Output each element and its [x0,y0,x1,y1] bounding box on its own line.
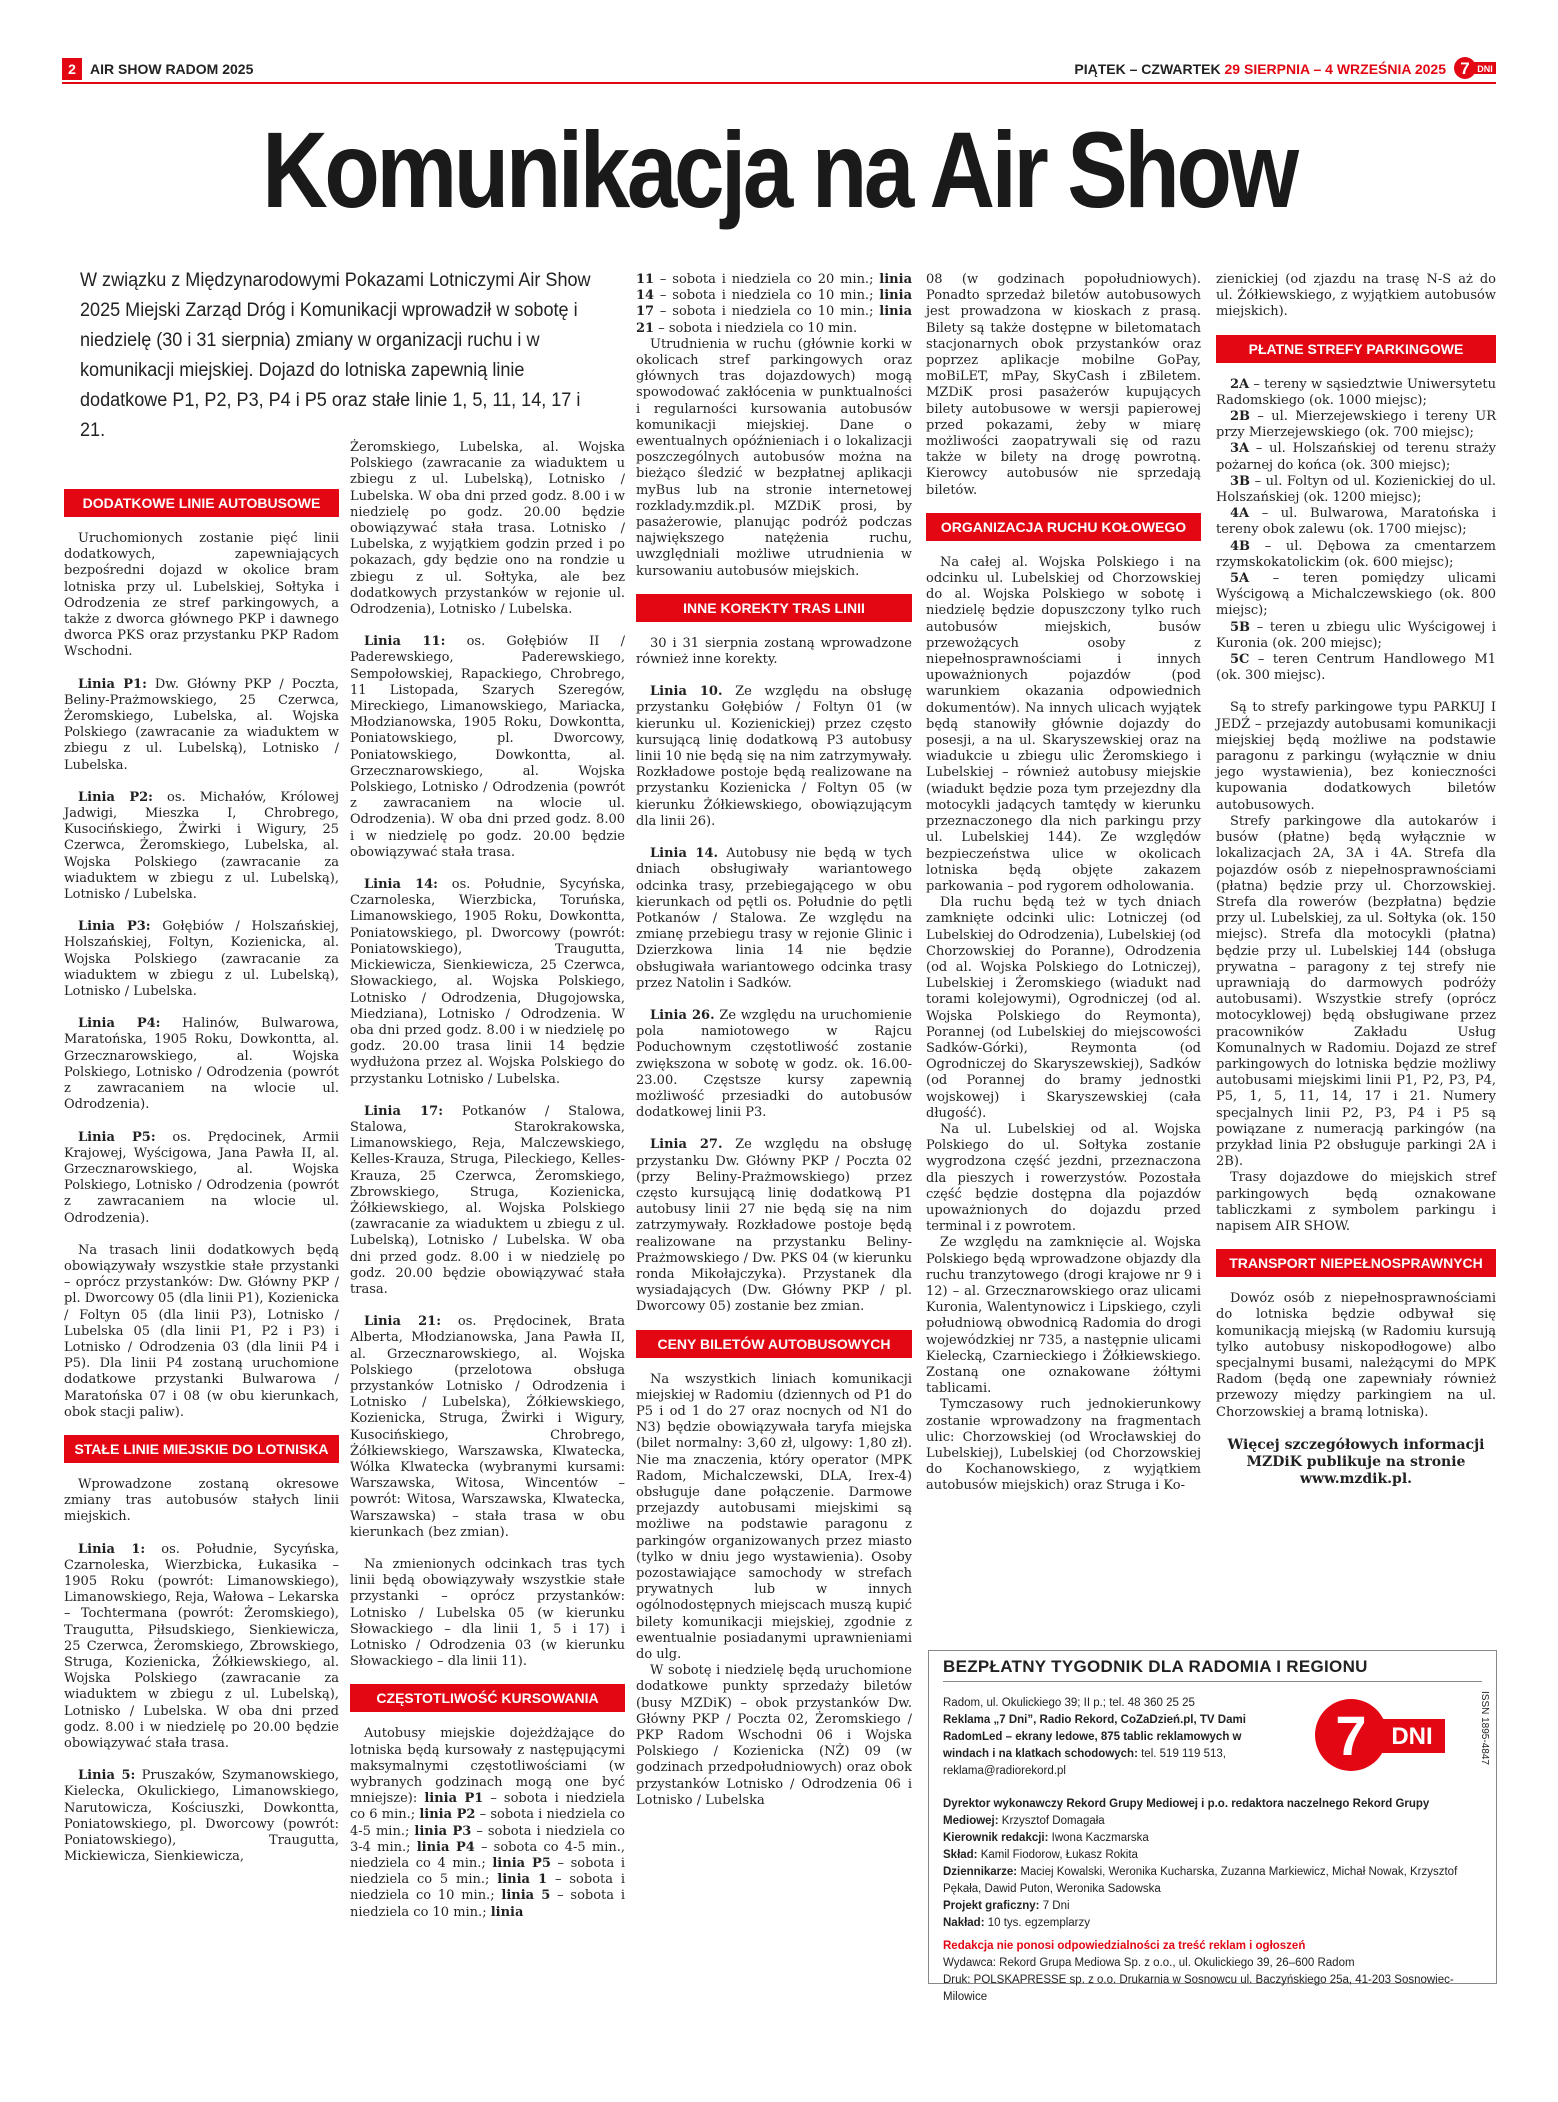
impressum-box [928,1650,1497,2003]
parking-zone-item: 5B – teren u zbiegu ulic Wyścigowej i Kuronia (ok. 200 miejsc); [1216,619,1496,651]
paragraph: Utrudnienia w ruchu (głównie korki w okolicach stref parkingowych oraz głównych tras dojazdowych) mogą spowodować zakłócenia w punktualności i regularności kursowania autobusów komunikacji miejskiej. Dane o ewentualnych opóźnieniach i o lokalizacji poszczególnych autobusów można na bieżąco śledzić w bezpłatnej aplikacji myBus lub na stronie internetowej rozklady.mzdik.pl. MZDiK prosi, by pasażerowie, planując podróż podczas największego natężenia ruchu, uwzględniali możliwe utrudnienia w kursowaniu autobusów miejskich. [636,336,912,579]
frequency-paragraph-cont: 11 – sobota i niedziela co 20 min.; linia 14 – sobota i niedziela co 10 min.; linia 17 – sobota i niedziela co 10 min.; linia 21 – sobota i niedziela co 10 min. [636,272,912,336]
svg-text:7: 7 [1460,59,1470,78]
paragraph: Uruchomionych zostanie pięć linii dodatkowych, zapewniających bezpośredni dojazd w okolice bram lotniska przy ul. Lubelskiej, Sołtyka i Odrodzenia ze stref parkingowych, a także z dworca głównego PKP i dawnego dworca PKS oraz przystanku PKP Radom Wschodni. [64,531,339,660]
paragraph: Żeromskiego, Lubelska, al. Wojska Polskiego (zawracanie za wiaduktem u zbiegu z ul. Lubelską), Lotnisko / Lubelska. W oba dni przed godz. 8.00 i w niedzielę po godz. 20.00 będzie obowiązywać stała trasa. Lotnisko / Lubelska, z wyjątkiem godzin przed i po pokazach, gdy będzie ono na rondzie u zbiegu z ul. Sołtyka, ale bez dodatkowych przystanków w rejonie ul. Odrodzenia), Lotnisko / Lubelska. [350,440,625,618]
parking-zone-item: 4B – ul. Dębowa za cmentarzem rzymskokatolickim (ok. 600 miejsc); [1216,538,1496,570]
paragraph: Dla ruchu będą też w tych dniach zamknięte odcinki ulic: Lotniczej (od Lubelskiej do Odrodzenia), Lubelskiej (od Chorzowskiej do Poranne), Odrodzenia (od al. Wojska Polskiego do Lotniczej), Lubelskiej i Żeromskiego (wiadukt nad torami kolejowymi), Ogrodniczej (od al. Wojska Polskiego do Reymonta), Porannej (od Lubelskiej do miejscowości Sadków-Górki), Reymonta (od Ogrodniczej do Skaryszewskiej), Sadków (od Porannej do bramy jednostki wojskowej) i Skaryszewskiej (cała długość). [926,895,1201,1121]
column-5 [1216,272,1496,1488]
line-p4: Linia P4: Halinów, Bulwarowa, Maratońska, 1905 Roku, Dowkontta, al. Grzecznarowskiego, al. Wojska Polskiego, Lotnisko / Odrodzenia (powrót z zawracaniem na wlocie ul. Odrodzenia). [64,1016,339,1113]
7dni-logo-icon [1311,1695,1451,1775]
svg-text:7: 7 [1335,1704,1367,1767]
column-3 [636,272,912,1809]
svg-text:DNI: DNI [1391,1723,1433,1750]
column-1 [64,475,339,1865]
parking-zone-item: 4A – ul. Bulwarowa, Maratońska i tereny obok zalewu (ok. 1700 miejsc); [1216,506,1496,538]
line-21: Linia 21: os. Prędocinek, Brata Alberta, Młodzianowska, Jana Pawła II, al. Grzecznarowskiego, al. Wojska Polskiego (przelotowa obsługa przystanków Lotnisko / Odrodzenia i Lotnisko / Lubelska), Żółkiewskiego, Kozienicka, Struga, Żwirki i Wigury, Kusocińskiego, Chrobrego, Żółkiewskiego, Warszawska, Klwatecka, Wólka Klwatecka (wybranymi kursami: Warszawska, Witosa, Wincentów – powrót: Witosa, Warszawska, Klwatecka, Warszawska) – stała trasa w obu kierunkach (bez zmian). [350,1314,626,1540]
paragraph: zienickiej (od zjazdu na trasę N-S aż do ul. Żółkiewskiego, z wyjątkiem autobusów miejskich). [1216,272,1496,320]
paragraph: Ze względu na zamknięcie al. Wojska Polskiego będą wprowadzone objazdy dla ruchu tranzytowego (drogi krajowe nr 9 i 12) – al. Grzecznarowskiego oraz ulicami Kuronia, Walentynowicz i Lipskiego, czyli południową obwodnicą Radomia do drogi wojewódzkiej nr 735, a następnie ulicami Kielecką, Czarnieckiego i Żółkiewskiego. Zostaną one oznakowane żółtymi tablicami. [926,1235,1201,1397]
issn: ISSN 1895-4847 [1479,1691,1490,1765]
line-p5: Linia P5: os. Prędocinek, Armii Krajowej, Wyścigowa, Jana Pawła II, al. Grzecznarowskiego, al. Wojska Polskiego, Lotnisko / Odrodzenia (powrót z zawracaniem na wlocie ul. Odrodzenia). [64,1129,339,1226]
parking-zones-list [1216,377,1496,685]
parking-zone-item: 3A – ul. Holszańskiej od terenu straży pożarnej do końca (ok. 300 miejsc); [1216,441,1496,473]
section-heading-ceny-biletow: CENY BILETÓW AUTOBUSOWYCH [636,1330,912,1358]
page-header [62,58,1496,84]
svg-text:DNI: DNI [1477,64,1493,74]
paragraph: Na zmienionych odcinkach tras tych linii będą obowiązywały wszystkie stałe przystanki – oprócz przystanków: Lotnisko / Lubelska 05 (w kierunku Słowackiego – dla linii 1, 5 i 17) i Lotnisko / Odrodzenia 03 (w kierunku Słowackiego – dla linii 11). [350,1557,625,1670]
page-title: Komunikacja na Air Show [262,109,1296,230]
paragraph: Na ul. Lubelskiej od al. Wojska Polskiego do ul. Sołtyka zostanie wygrodzona część jezdni, przeznaczona dla pieszych i rowerzystów. Pozostała część będzie dostępna dla pojazdów upoważnionych do dojazdu przed terminal i z powrotem. [926,1121,1201,1235]
section-heading-transport-niepelnosprawnych: TRANSPORT NIEPEŁNOSPRAWNYCH [1216,1249,1496,1277]
paragraph: Strefy parkingowe dla autokarów i busów (płatne) będą wyłącznie w lokalizacjach 2A, 3A i 4A. Strefa dla pojazdów osób z niepełnosprawnościami (płatna) będzie przy ul. Chorzowskiej. Strefa dla rowerów (bezpłatna) będzie przy ul. Lubelskiej, za ul. Sołtyka (ok. 150 miejsc). Strefa dla motocykli (płatna) będzie przy ul. Lubelskiej 144 (obsługa prywatna – paragony z tej strefy nie uprawniają do darmowych podróży autobusami). Wszystkie strefy (oprócz motocyklowej) będą obsługiwane przez pracowników Zakładu Usług Komunalnych w Radomiu. Dojazd ze stref parkingowych do lotniska będzie możliwy autobusami miejskimi linii P1, P2, P3, P4, P5, 1, 5, 11, 14, 17 i 21. Numery specjalnych linii P2, P3, P4 i P5 są powiązane z numeracją parkingów (na przykład linia P2 obsługuje parkingi 2A i 2B). [1216,813,1496,1170]
impressum-contact: Radom, ul. Okulickiego 39; II p.; tel. 48 360 25 25 Reklama „7 Dni”, Radio Rekord, CoZaDzień.pl, TV Dami RadomLed – ekrany ledowe, 875 tablic reklamowych w windach i na klatkach schodowych: tel. 519 119 513, reklama@radiorekord.pl [943,1697,1246,1777]
paragraph: 30 i 31 sierpnia zostaną wprowadzone również inne korekty. [636,635,912,668]
line-p3: Linia P3: Gołębiów / Holszańskiej, Holszańskiej, Foltyn, Kozienicka, al. Wojska Polskiego (zawracanie za wiaduktem w zbiegu z ul. Lubelską), Lotnisko / Lubelska. [64,919,339,1000]
parking-zone-item: 2A – tereny w sąsiedztwie Uniwersytetu Radomskiego (ok. 1000 miejsc); [1216,376,1496,408]
paragraph: W sobotę i niedzielę będą uruchomione dodatkowe punkty sprzedaży biletów (busy MZDiK) – obok przystanków Dw. Główny PKP / Poczta 02, Żeromskiego / PKP Radom Wschodni 06 i Wojska Polskiego / Kozienicka (NŻ) 09 (w godzinach przedpołudniowych) oraz obok przystanków Lotnisko / Odrodzenia 06 i Lotnisko / Lubelska [636,1663,912,1808]
line-1: Linia 1: os. Południe, Sycyńska, Czarnoleska, Wierzbicka, Łukasika – 1905 Roku (powrót: Limanowskiego), Limanowskiego, Reja, Wałowa – Lekarska – Tochtermana (powrót: Żeromskiego), Traugutta, Piłsudskiego, Sienkiewicza, 25 Czerwca, Żeromskiego, Zbrowskiego, Struga, Kozienicka, Żółkiewskiego, al. Wojska Polskiego (zawracanie za wiaduktem w zbiegu z ul. Lubelską), Lotnisko / Lubelska. W oba dni przed godz. 8.00 i w niedzielę po 20.00 będzie obowiązywać stała trasa. [64,1541,339,1751]
paragraph: Na trasach linii dodatkowych będą obowiązywały wszystkie stałe przystanki – oprócz przystanków: Dw. Główny PKP / pl. Dworcowy 05 (dla linii P1), Kozienicka / Foltyn 05 (dla linii P3), Lotnisko / Lubelska 05 (dla linii P1, P2 i P3) i Lotnisko / Odrodzenia 03 (dla linii P4 i P5). Dla linii P4 zostaną uruchomione dodatkowe przystanki Bulwarowa / Maratońska 07 i 08 (w obu kierunkach, obok stacji paliw). [64,1242,339,1420]
frequency-paragraph: Autobusy miejskie dojeżdżające do lotniska będą kursowały z następującymi maksymalnymi częstotliwościami (w wybranych godzinach mogą one być mniejsze): linia P1 – sobota i niedziela co 6 min.; linia P2 – sobota i niedziela co 4-5 min.; linia P3 – sobota i niedziela co 3-4 min.; linia P4 – sobota co 4-5 min., niedziela co 4 min.; linia P5 – sobota i niedziela co 5 min.; linia 1 – sobota i niedziela co 10 min.; linia 5 – sobota i niedziela co 10 min.; linia [350,1726,625,1920]
section-heading-dodatkowe-linie: DODATKOWE LINIE AUTOBUSOWE [64,489,339,517]
line-5: Linia 5: Pruszaków, Szymanowskiego, Kielecka, Okulickiego, Limanowskiego, Narutowicza, Kościuszki, Dowkontta, Poniatowskiego, pl. Dworcowy (powrót: Poniatowskiego), Traugutta, Mickiewicza, Sienkiewicza, [64,1768,340,1865]
section-heading-organizacja-ruchu: ORGANIZACJA RUCHU KOŁOWEGO [926,513,1201,541]
paragraph: Trasy dojazdowe do miejskich stref parkingowych będą oznakowane tabliczkami z symbolem parkingu i napisem AIR SHOW. [1216,1170,1496,1234]
paragraph: Są to strefy parkingowe typu PARKUJ I JEDŹ – przejazdy autobusami komunikacji miejskiej będą możliwe na podstawie paragonu z parkingu (wyłącznie w dniu jego wystawienia), bez konieczności kupowania dodatkowych biletów autobusowych. [1216,700,1496,813]
line-11: Linia 11: os. Gołębiów II / Paderewskiego, Paderewskiego, Sempołowskiej, Rapackiego, Chrobrego, 11 Listopada, Szarych Szeregów, Mireckiego, Limanowskiego, Mariacka, Młodzianowska, 1905 Roku, Dowkontta, Poniatowskiego, pl. Dworcowy, Poniatowskiego, Dowkontta, al. Grzecznarowskiego, al. Wojska Polskiego, Lotnisko / Odrodzenia (powrót z zawracaniem na wlocie ul. Odrodzenia). W oba dni przed godz. 8.00 i w niedzielę po godz. 20.00 będzie obowiązywać stała trasa. [350,634,625,860]
section-name: AIR SHOW RADOM 2025 [90,61,254,77]
line-p1: Linia P1: Dw. Główny PKP / Poczta, Beliny-Prażmowskiego, 25 Czerwca, Żeromskiego, Lubelska, al. Wojska Polskiego (zawracanie za wiaduktem w zbiegu z ul. Lubelską), Lotnisko / Lubelska. [64,676,339,773]
parking-zone-item: 3B – ul. Foltyn od ul. Kozienickiej do ul. Holszańskiej (ok. 1200 miejsc); [1216,473,1496,506]
page-number: 2 [62,58,82,80]
line-10: Linia 10. Ze względu na obsługę przystanku Gołębiów / Foltyn 01 (w kierunku ul. Kozienickiej) przez często kursującą linię dodatkową P3 autobusy linii 10 nie będą się na nim zatrzymywały. Rozkładowe postoje będą realizowane na przystanku Kozienicka / Foltyn 05 (w kierunku Żółkiewskiego, obowiązującym dla linii 26). [636,684,912,829]
section-heading-strefy-parkingowe: PŁATNE STREFY PARKINGOWE [1216,335,1496,363]
paragraph: Na całej al. Wojska Polskiego i na odcinku ul. Lubelskiej od Chorzowskiej do al. Wojska Polskiego w sobotę i niedzielę będzie dopuszczony tylko ruch autobusów miejskich, busów przewożących osoby z niepełnosprawnościami i innych upoważnionych pojazdów (pod warunkiem okazania odpowiednich dokumentów). Na innych ulicach wyjątek będą stanowiły głównie dojazdy do posesji, a na ul. Skaryszewskiej oraz na wiadukcie u zbiegu ulic Żeromskiego i Lubelskiej – również autobusy miejskie (wiadukt będzie poza tym przejezdny dla motocykli jadących tamtędy w kierunku przeznaczonego dla nich parkingu przy ul. Lubelskiej 144). Ze względów bezpieczeństwa ulice w okolicach lotniska będą objęte zakazem parkowania – pod rygorem odholowania. [926,554,1201,894]
issue-date: PIĄTEK – CZWARTEK 29 SIERPNIA – 4 WRZEŚNIA 2025 [1074,61,1446,77]
line-17: Linia 17: Potkanów / Stalowa, Stalowa, Starokrakowska, Limanowskiego, Reja, Malczewskiego, Kelles-Krauza, Struga, Pileckiego, Kelles-Krauza, 25 Czerwca, Żeromskiego, Zbrowskiego, Struga, Kozienicka, Żółkiewskiego, al. Wojska Polskiego (zawracanie za wiaduktem u zbiegu z ul. Lubelską), Lotnisko / Lubelska. W oba dni przed godz. 8.00 i w niedzielę po godz. 20.00 będzie obowiązywać stała trasa. [350,1103,625,1297]
line-26: Linia 26. Ze względu na uruchomienie pola namiotowego w Rajcu Poduchownym częstotliwość zostanie zwiększona w sobotę w godz. ok. 16.00-23.00. Częstsze kursy zapewnią możliwość przesiadki do autobusów dodatkowej linii P3. [636,1007,912,1121]
parking-zone-item: 5C – teren Centrum Handlowego M1 (ok. 300 miejsc). [1216,652,1496,684]
line-27: Linia 27. Ze względu na obsługę przystanku Dw. Główny PKP / Poczta 02 (przy Beliny-Prażmowskiego) przez często kursującą linię dodatkową P1 autobusy linii 27 nie będą się na nim zatrzymywały. Rozkładowe postoje będą realizowane na przystanku Beliny-Prażmowskiego / Dw. PKS 04 (w kierunku ronda Mikołajczyka). Przystanek dla wysiadających (Dw. Główny PKP / pl. Dworcowy 05) zostanie bez zmian. [636,1137,912,1315]
impressum-title: BEZPŁATNY TYGODNIK DLA RADOMIA I REGIONU [943,1657,1368,1676]
line-p2: Linia P2: os. Michałów, Królowej Jadwigi, Mieszka I, Chrobrego, Kusocińskiego, Żwirki i Wigury, 25 Czerwca, Żeromskiego, Lubelska, al. Wojska Polskiego (zawracanie za wiaduktem w zbiegu z ul. Lubelską), Lotnisko / Lubelska. [64,789,339,903]
paragraph: Dowóz osób z niepełnosprawnościami do lotniska będzie odbywał się komunikacją miejską (w Radomiu kursują tylko autobusy niskopodłogowe) albo specjalnymi busami, należącymi do MPK Radom (będą one zapewniały również przewozy między parkingiem na ul. Chorzowskiej a bramą lotniska). [1216,1291,1496,1420]
paragraph: Na wszystkich liniach komunikacji miejskiej w Radomiu (dziennych od P1 do P5 i od 1 do 27 oraz nocnych od N1 do N3) będzie obowiązywała taryfa miejska (bilet normalny: 3,60 zł, ulgowy: 1,80 zł). Nie ma znaczenia, który operator (MPK Radom, Michalczewski, DLA, Irex-4) obsługuje dane połączenie. Darmowe przejazdy autobusami miejskimi są możliwe na podstawie paragonu z parkingów organizowanych przez miasto (tylko w dniu jego wystawienia). Osoby pozostawiające samochody w strefach prywatnych lub w innych ogólnodostępnych miejscach muszą kupić bilety komunikacji miejskiej, zgodnie z ewentualnie posiadanymi uprawnieniami do ulg. [636,1371,912,1663]
paragraph: 08 (w godzinach popołudniowych). Ponadto sprzedaż biletów autobusowych jest prowadzona w kioskach z prasą. Bilety są także dostępne w biletomatach stacjonarnych obok przystanków oraz poprzez aplikacje mobilne GoPay, moBiLET, mPay, SkyCash i zBiletem. MZDiK prosi pasażerów kupujących bilety autobusowe w wersji papierowej przed pokazami, żeby w miarę możliwości zaopatrywali się od razu także w bilety na drogę powrotną. Kierowcy autobusów nie sprzedają biletów. [926,272,1201,498]
section-heading-inne-korekty: INNE KOREKTY TRAS LINII [636,594,912,622]
paragraph: Wprowadzone zostaną okresowe zmiany tras autobusów stałych linii miejskich. [64,1476,339,1525]
parking-zone-item: 2B – ul. Mierzejewskiego i tereny UR przy Mierzejewskiego (ok. 700 miejsc); [1216,409,1496,441]
more-info-link-text: Więcej szczegółowych informacji MZDiK publikuje na stronie www.mzdik.pl. [1227,1436,1485,1487]
line-14: Linia 14: os. Południe, Sycyńska, Czarnoleska, Wierzbicka, Toruńska, Limanowskiego, 1905 Roku, Dowkontta, Poniatowskiego, pl. Dworcowy (powrót: Poniatowskiego), Traugutta, Mickiewicza, Sienkiewicza, 25 Czerwca, Słowackiego, al. Wojska Polskiego, Lotnisko / Odrodzenia, Długojowska, Miedziana), Lotnisko / Odrodzenia. W oba dni przed godz. 8.00 i w niedzielę po godz. 20.00 trasa linii 14 będzie wydłużona przez al. Wojska Polskiego do przystanku Lotnisko / Lubelska. [350,877,625,1087]
section-heading-czestotliwosc: CZĘSTOTLIWOŚĆ KURSOWANIA [350,1684,625,1712]
parking-zone-item: 5A – teren pomiędzy ulicami Wyścigową a Michalczewskiego (ok. 800 miejsc); [1216,571,1496,619]
divider [943,1681,1482,1682]
paragraph: Tymczasowy ruch jednokierunkowy zostanie wprowadzony na fragmentach ulic: Chorzowskiej (od Wrocławskiej do Lubelskiej), Lubelskiej (od Chorzowskiej do Kochanowskiego, z wyjątkiem autobusów miejskich) oraz Struga i Ko- [926,1397,1201,1494]
impressum-staff: Dyrektor wykonawczy Rekord Grupy Mediowej i p.o. redaktora naczelnego Rekord Grupy Mediowej: Krzysztof Domagała Kierownik redakcji: Iwona Kaczmarska Skład: Kamil Fiodorow, Łukasz Rokita Dziennikarze: Maciej Kowalski, Weronika Kucharska, Zuzanna Markiewicz, Michał Nowak, Krzysztof Pękała, Dawid Puton, Weronika Sadowska Projekt graficzny: 7 Dni Nakład: 10 tys. egzemplarzy Redakcja nie ponosi odpowiedzialności za treść reklam i ogłoszeń Wydawca: Rekord Grupa Mediowa Sp. z o.o., ul. Okulickiego 39, 26–600 Radom Druk: POLSKAPRESSE sp. z o.o. Drukarnia w Sosnowcu ul. Baczyńskiego 25a, 41-203 Sosnowiec-Milowice [943,1798,1458,2003]
7dni-logo-icon [1454,55,1496,81]
line-14-korekta: Linia 14. Autobusy nie będą w tych dniach obsługiwały wariantowego odcinka trasy, przebiegającego w obu kierunkach od pętli os. Południe do pętli Potkanów / Stalowa. Ze względu na zmianę przebiegu trasy w rejonie Glinic i Dzierzkowa linia 14 nie będzie obsługiwała wariantowego odcinka trasy przez Natolin i Sadków. [636,846,912,991]
column-4 [926,272,1201,1495]
lead-paragraph: W związku z Międzynarodowymi Pokazami Lotniczymi Air Show 2025 Miejski Zarząd Dróg i Komunikacji wprowadził w sobotę i niedzielę (30 i 31 sierpnia) zmiany w organizacji ruchu i w komunikacji miejskiej. Dojazd do lotniska zapewnią linie dodatkowe P1, P2, P3, P4 i P5 oraz stałe linie 1, 5, 11, 14, 17 i 21. [80,270,591,441]
column-2 [350,440,625,1921]
section-heading-stale-linie: STAŁE LINIE MIEJSKIE DO LOTNISKA [64,1435,339,1463]
